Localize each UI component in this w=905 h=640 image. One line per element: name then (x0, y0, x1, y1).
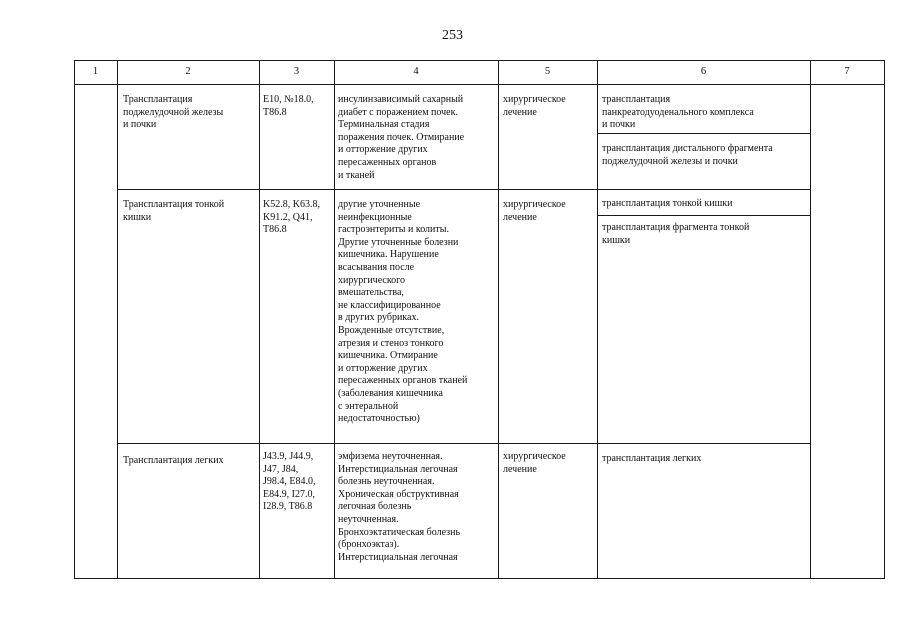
row-2-name: Трансплантация тонкой кишки (123, 199, 225, 223)
col-border (597, 60, 598, 579)
row-1-codes: E10, №18.0, T86.8 (263, 94, 314, 118)
row-1-diagnosis: инсулинзависимый сахарный диабет с поражением почек. Терминальная стадия поражения почек. Отмирание и отторжение других пересаженных органов и тканей (338, 94, 465, 181)
row-3-diagnosis: эмфизема неуточненная. Интерстициальная легочная болезнь неуточненная. Хроническая обструктивная легочная болезнь неуточненная. Бронхоэктатическая болезнь (бронхоэктаз). Интерстициальная легочная (338, 451, 461, 563)
row-2-method-1: трансплантация тонкой кишки (602, 198, 733, 209)
header-col-7: 7 (844, 66, 850, 77)
row-1-method-2: трансплантация дистального фрагмента поджелудочной железы и почки (602, 143, 773, 167)
row-divider (117, 443, 810, 444)
row-1-name: Трансплантация поджелудочной железы и почки (123, 94, 224, 131)
col-border (74, 60, 75, 579)
row-2-method-2: трансплантация фрагмента тонкой кишки (602, 222, 750, 246)
header-col-4: 4 (413, 66, 419, 77)
row-2-codes: K52.8, K63.8, K91.2, Q41, T86.8 (263, 199, 320, 236)
col-border (884, 60, 885, 579)
header-col-3: 3 (293, 66, 300, 77)
header-col-2: 2 (185, 66, 191, 77)
page-number: 253 (442, 28, 463, 43)
method-divider (597, 215, 810, 216)
header-col-1: 1 (92, 66, 99, 77)
row-2-diagnosis: другие уточненные неинфекционные гастроэнтериты и колиты. Другие уточненные болезни кишечника. Нарушение всасывания после хирургического вмешательства, не классифицированное в других рубриках. Врожденные отсутствие, атрезия и стеноз тонкого кишечника. Отмирание и отторжение других пересаженных органов тканей (заболевания кишечника с энтеральной недостаточностью) (338, 199, 468, 425)
header-col-6: 6 (700, 66, 707, 77)
row-3-treatment: хирургическое лечение (503, 451, 566, 475)
row-2-treatment: хирургическое лечение (503, 199, 566, 223)
col-border (334, 60, 335, 579)
method-divider (597, 133, 810, 134)
table-top-border (74, 60, 885, 61)
row-1-method-1: трансплантация панкреатодуоденального комплекса и почки (602, 94, 754, 131)
col-border (810, 60, 811, 579)
row-3-name: Трансплантация легких (123, 455, 224, 466)
row-1-treatment: хирургическое лечение (503, 94, 566, 118)
header-bottom-border (74, 84, 885, 85)
col-border (498, 60, 499, 579)
table-bottom-border (74, 578, 885, 579)
col-border (259, 60, 260, 579)
col-border (117, 60, 118, 579)
row-3-method-1: трансплантация легких (602, 453, 702, 464)
row-3-codes: J43.9, J44.9, J47, J84, J98.4, E84.0, E84.9, I27.0, I28.9, T86.8 (263, 451, 316, 513)
row-divider (117, 189, 810, 190)
header-col-5: 5 (544, 66, 551, 77)
